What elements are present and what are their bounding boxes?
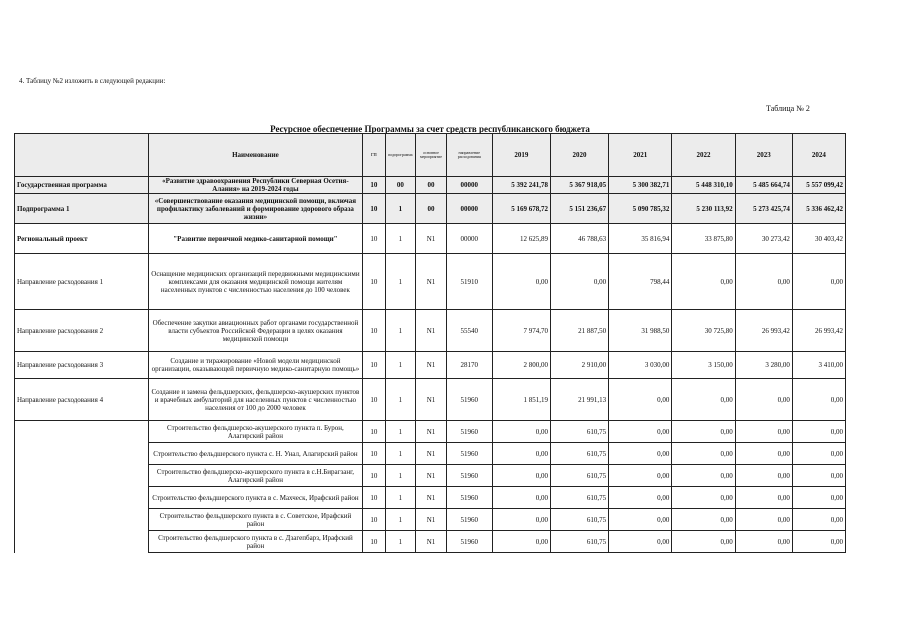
- row-value-2019: 0,00: [492, 421, 550, 443]
- header-2020: 2020: [550, 134, 608, 177]
- row-main-activity: N1: [416, 443, 447, 465]
- row-name: Строительство фельдшерского пункта в с. Махческ, Ирафский район: [148, 487, 362, 509]
- row-label: Направление расходования 4: [15, 379, 149, 421]
- row-gp: 10: [363, 254, 385, 310]
- row-subprogram: 1: [385, 224, 416, 254]
- row-value-2020: 21 887,50: [550, 310, 608, 352]
- row-label: [15, 487, 149, 509]
- row-label: Направление расходования 2: [15, 310, 149, 352]
- row-value-2022: 0,00: [672, 443, 735, 465]
- row-value-2023: 5 273 425,74: [735, 194, 792, 224]
- row-value-2019: 0,00: [492, 509, 550, 531]
- row-subprogram: 1: [385, 379, 416, 421]
- row-direction: 51960: [446, 509, 492, 531]
- row-value-2020: 0,00: [550, 254, 608, 310]
- table-caption: Ресурсное обеспечение Программы за счет средств республиканского бюджета: [270, 124, 590, 134]
- table-row: [15, 352, 846, 379]
- row-main-activity: N1: [416, 465, 447, 487]
- row-name: Строительство фельдшерско-акушерского пункта в с.Н.Бирагзанг, Алагирский район: [148, 465, 362, 487]
- row-value-2020: 610,75: [550, 509, 608, 531]
- header-row: [15, 134, 846, 177]
- row-value-2021: 5 090 785,32: [609, 194, 672, 224]
- row-name: Строительство фельдшерского пункта с. Н. Унал, Алагирский район: [148, 443, 362, 465]
- row-subprogram: 1: [385, 194, 416, 224]
- row-value-2024: 0,00: [792, 379, 845, 421]
- row-main-activity: N1: [416, 421, 447, 443]
- header-2024: 2024: [792, 134, 845, 177]
- row-value-2020: 610,75: [550, 465, 608, 487]
- row-direction: 51960: [446, 487, 492, 509]
- row-direction: 51960: [446, 421, 492, 443]
- header-gp: гп: [363, 134, 385, 177]
- row-value-2023: 5 485 664,74: [735, 177, 792, 194]
- row-direction: 51960: [446, 379, 492, 421]
- row-subprogram: 1: [385, 421, 416, 443]
- row-value-2023: 0,00: [735, 443, 792, 465]
- row-subprogram: 1: [385, 443, 416, 465]
- row-subprogram: 1: [385, 531, 416, 553]
- row-gp: 10: [363, 352, 385, 379]
- row-gp: 10: [363, 224, 385, 254]
- row-value-2022: 3 150,00: [672, 352, 735, 379]
- row-value-2022: 5 230 113,92: [672, 194, 735, 224]
- row-value-2023: 0,00: [735, 421, 792, 443]
- row-value-2024: 30 403,42: [792, 224, 845, 254]
- row-gp: 10: [363, 421, 385, 443]
- row-value-2021: 35 816,94: [609, 224, 672, 254]
- table-row: [15, 531, 846, 553]
- row-value-2021: 798,44: [609, 254, 672, 310]
- row-value-2024: 3 410,00: [792, 352, 845, 379]
- row-value-2021: 31 988,50: [609, 310, 672, 352]
- row-label: Государственная программа: [15, 177, 149, 194]
- row-value-2022: 5 448 310,10: [672, 177, 735, 194]
- row-label: [15, 443, 149, 465]
- row-value-2023: 0,00: [735, 487, 792, 509]
- row-label: Подпрограмма 1: [15, 194, 149, 224]
- table-row: [15, 224, 846, 254]
- row-value-2020: 2 910,00: [550, 352, 608, 379]
- row-value-2019: 5 169 678,72: [492, 194, 550, 224]
- row-value-2022: 0,00: [672, 509, 735, 531]
- row-name: Строительство фельдшерско-акушерского пункта п. Бурон, Алагирский район: [148, 421, 362, 443]
- row-value-2020: 610,75: [550, 421, 608, 443]
- row-value-2024: 0,00: [792, 531, 845, 553]
- row-value-2022: 0,00: [672, 531, 735, 553]
- row-value-2019: 0,00: [492, 443, 550, 465]
- row-value-2023: 0,00: [735, 254, 792, 310]
- row-value-2021: 0,00: [609, 465, 672, 487]
- row-direction: 55540: [446, 310, 492, 352]
- row-subprogram: 1: [385, 254, 416, 310]
- row-direction: 28170: [446, 352, 492, 379]
- table-row: [15, 443, 846, 465]
- row-value-2020: 5 367 918,05: [550, 177, 608, 194]
- row-value-2022: 0,00: [672, 421, 735, 443]
- row-value-2019: 5 392 241,78: [492, 177, 550, 194]
- row-value-2024: 0,00: [792, 487, 845, 509]
- row-label: [15, 421, 149, 443]
- row-name: Создание и тиражирование «Новой модели медицинской организации, оказывающей первичную медико-санитарную помощь»: [148, 352, 362, 379]
- row-value-2022: 0,00: [672, 254, 735, 310]
- row-label: Направление расходования 3: [15, 352, 149, 379]
- row-name: Оснащение медицинских организаций передвижными медицинскими комплексами для оказания медицинской помощи жителям населенных пунктов с численностью населения до 100 человек: [148, 254, 362, 310]
- table-row: [15, 177, 846, 194]
- row-gp: 10: [363, 379, 385, 421]
- row-direction: 51910: [446, 254, 492, 310]
- row-value-2020: 5 151 236,67: [550, 194, 608, 224]
- row-value-2022: 30 725,80: [672, 310, 735, 352]
- row-value-2021: 5 300 382,71: [609, 177, 672, 194]
- row-value-2024: 0,00: [792, 421, 845, 443]
- header-2022: 2022: [672, 134, 735, 177]
- row-gp: 10: [363, 509, 385, 531]
- row-value-2023: 30 273,42: [735, 224, 792, 254]
- row-main-activity: N1: [416, 509, 447, 531]
- row-gp: 10: [363, 194, 385, 224]
- row-value-2020: 610,75: [550, 487, 608, 509]
- row-subprogram: 00: [385, 177, 416, 194]
- row-main-activity: 00: [416, 177, 447, 194]
- row-value-2023: 0,00: [735, 465, 792, 487]
- row-value-2021: 0,00: [609, 443, 672, 465]
- row-name: Строительство фельдшерского пункта в с. Дзагепбарз, Ирафский район: [148, 531, 362, 553]
- row-value-2021: 0,00: [609, 531, 672, 553]
- table-row: [15, 509, 846, 531]
- table-row: [15, 379, 846, 421]
- row-value-2022: 0,00: [672, 487, 735, 509]
- table-number: Таблица № 2: [766, 104, 810, 113]
- row-value-2023: 3 280,00: [735, 352, 792, 379]
- table-row: [15, 254, 846, 310]
- row-value-2021: 0,00: [609, 487, 672, 509]
- row-label: [15, 465, 149, 487]
- row-direction: 51960: [446, 531, 492, 553]
- row-name: Создание и замена фельдшерских, фельдшерско-акушерских пунктов и врачебных амбулаторий для населенных пунктов с численностью населения от 100 до 2000 человек: [148, 379, 362, 421]
- row-gp: 10: [363, 531, 385, 553]
- resource-table: [14, 133, 846, 553]
- row-value-2019: 0,00: [492, 254, 550, 310]
- row-value-2024: 0,00: [792, 509, 845, 531]
- row-main-activity: N1: [416, 254, 447, 310]
- row-main-activity: N1: [416, 310, 447, 352]
- row-value-2021: 3 030,00: [609, 352, 672, 379]
- row-gp: 10: [363, 443, 385, 465]
- row-label: [15, 509, 149, 531]
- row-value-2022: 0,00: [672, 465, 735, 487]
- row-value-2020: 21 991,13: [550, 379, 608, 421]
- row-value-2024: 5 336 462,42: [792, 194, 845, 224]
- row-main-activity: N1: [416, 352, 447, 379]
- row-main-activity: N1: [416, 487, 447, 509]
- row-value-2024: 0,00: [792, 254, 845, 310]
- row-gp: 10: [363, 310, 385, 352]
- row-value-2019: 0,00: [492, 487, 550, 509]
- header-main-activity: основное мероприятие: [416, 134, 447, 177]
- row-label: Направление расходования 1: [15, 254, 149, 310]
- row-value-2024: 0,00: [792, 465, 845, 487]
- row-name: «Совершенствование оказания медицинской помощи, включая профилактику заболеваний и формирование здорового образа жизни»: [148, 194, 362, 224]
- table-row: [15, 194, 846, 224]
- row-value-2019: 7 974,70: [492, 310, 550, 352]
- row-value-2021: 0,00: [609, 421, 672, 443]
- row-gp: 10: [363, 487, 385, 509]
- header-name: Наименование: [148, 134, 362, 177]
- row-value-2019: 0,00: [492, 531, 550, 553]
- row-main-activity: 00: [416, 194, 447, 224]
- row-value-2023: 0,00: [735, 509, 792, 531]
- table-row: [15, 465, 846, 487]
- row-name: Строительство фельдшерского пункта в с. Советское, Ирафский район: [148, 509, 362, 531]
- row-value-2022: 33 875,80: [672, 224, 735, 254]
- row-value-2024: 5 557 099,42: [792, 177, 845, 194]
- row-label: Региональный проект: [15, 224, 149, 254]
- row-direction: 00000: [446, 177, 492, 194]
- row-direction: 00000: [446, 194, 492, 224]
- row-value-2019: 1 851,19: [492, 379, 550, 421]
- header-subprogram: подпрограмма: [385, 134, 416, 177]
- intro-text: 4. Таблицу №2 изложить в следующей редакции:: [19, 77, 166, 85]
- row-name: «Развитие здравоохранения Республики Северная Осетия-Алания» на 2019-2024 годы: [148, 177, 362, 194]
- row-value-2024: 0,00: [792, 443, 845, 465]
- row-value-2024: 26 993,42: [792, 310, 845, 352]
- row-value-2021: 0,00: [609, 509, 672, 531]
- row-subprogram: 1: [385, 487, 416, 509]
- table-row: [15, 421, 846, 443]
- header-2019: 2019: [492, 134, 550, 177]
- row-main-activity: N1: [416, 379, 447, 421]
- row-value-2023: 26 993,42: [735, 310, 792, 352]
- row-gp: 10: [363, 177, 385, 194]
- table-row: [15, 487, 846, 509]
- row-value-2020: 46 788,63: [550, 224, 608, 254]
- row-subprogram: 1: [385, 509, 416, 531]
- header-2023: 2023: [735, 134, 792, 177]
- header-2021: 2021: [609, 134, 672, 177]
- header-empty: [15, 134, 149, 177]
- row-gp: 10: [363, 465, 385, 487]
- row-value-2020: 610,75: [550, 531, 608, 553]
- row-subprogram: 1: [385, 310, 416, 352]
- row-name: Обеспечение закупки авиационных работ органами государственной власти субъектов Российской Федерации в целях оказания медицинской помощи: [148, 310, 362, 352]
- row-value-2020: 610,75: [550, 443, 608, 465]
- table-row: [15, 310, 846, 352]
- row-value-2021: 0,00: [609, 379, 672, 421]
- row-value-2022: 0,00: [672, 379, 735, 421]
- row-main-activity: N1: [416, 531, 447, 553]
- row-subprogram: 1: [385, 352, 416, 379]
- header-direction: направление расходования: [446, 134, 492, 177]
- row-value-2023: 0,00: [735, 379, 792, 421]
- row-label: [15, 531, 149, 553]
- row-name: "Развитие первичной медико-санитарной помощи": [148, 224, 362, 254]
- row-value-2019: 0,00: [492, 465, 550, 487]
- row-direction: 51960: [446, 465, 492, 487]
- row-direction: 00000: [446, 224, 492, 254]
- row-value-2019: 2 800,00: [492, 352, 550, 379]
- row-value-2019: 12 625,89: [492, 224, 550, 254]
- row-direction: 51960: [446, 443, 492, 465]
- row-value-2023: 0,00: [735, 531, 792, 553]
- row-subprogram: 1: [385, 465, 416, 487]
- row-main-activity: N1: [416, 224, 447, 254]
